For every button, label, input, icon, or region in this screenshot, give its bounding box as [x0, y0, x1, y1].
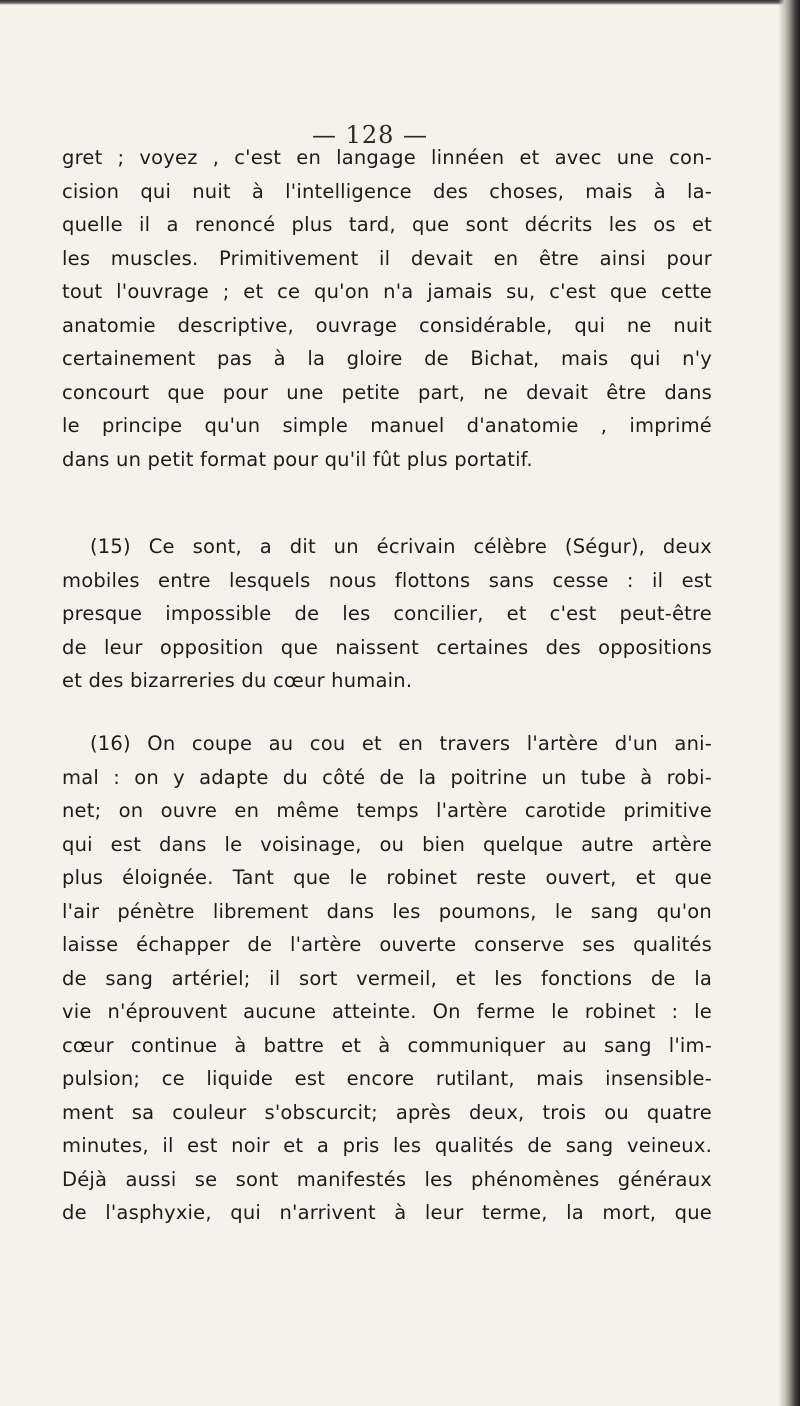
text-line: tout l'ouvrage ; et ce qu'on n'a jamais su, c'est que cette	[62, 280, 712, 303]
text-line: de leur opposition que naissent certaines des oppositions	[62, 635, 712, 659]
text-line: le principe qu'un simple manuel d'anatomie , imprimé	[62, 414, 712, 437]
text-line: et des bizarreries du cœur humain.	[62, 669, 413, 692]
text-line: (16) On coupe au cou et en travers l'artère d'un ani-	[90, 732, 712, 755]
text-line: mobiles entre lesquels nous flottons sans cesse : il est	[62, 568, 712, 592]
paragraph-continuation	[62, 141, 712, 476]
text-line: concourt que pour une petite part, ne devait être dans	[62, 380, 712, 404]
text-line: vie n'éprouvent aucune atteinte. On ferme le robinet : le	[62, 1000, 712, 1023]
text-line: net; on ouvre en même temps l'artère carotide primitive	[62, 799, 712, 822]
scan-edge-right	[778, 0, 800, 1406]
text-line: ment sa couleur s'obscurcit; après deux, trois ou quatre	[62, 1100, 712, 1124]
note-16	[62, 727, 712, 1230]
text-line: cœur continue à battre et à communiquer au sang l'im-	[62, 1033, 712, 1057]
text-line: certainement pas à la gloire de Bichat, mais qui n'y	[62, 347, 712, 370]
text-line: laisse échapper de l'artère ouverte conserve ses qualités	[62, 933, 712, 956]
text-line: mal : on y adapte du côté de la poitrine un tube à robi-	[62, 765, 712, 789]
scan-edge-top	[0, 0, 800, 5]
text-line: cision qui nuit à l'intelligence des choses, mais à la-	[62, 179, 712, 203]
text-line: les muscles. Primitivement il devait en être ainsi pour	[62, 246, 712, 270]
text-line: gret ; voyez , c'est en langage linnéen et avec une con-	[62, 146, 712, 169]
text-line: minutes, il est noir et a pris les qualités de sang veineux.	[62, 1134, 712, 1157]
text-line: l'air pénètre librement dans les poumons, le sang qu'on	[62, 899, 712, 923]
text-line: presque impossible de les concilier, et c'est peut-être	[62, 602, 712, 625]
text-line: plus éloignée. Tant que le robinet reste ouvert, et que	[62, 866, 712, 889]
text-line: qui est dans le voisinage, ou bien quelque autre artère	[62, 832, 712, 856]
text-line: Déjà aussi se sont manifestés les phénomènes généraux	[62, 1167, 712, 1191]
text-line: quelle il a renoncé plus tard, que sont décrits les os et	[62, 213, 712, 236]
text-line: anatomie descriptive, ouvrage considérable, qui ne nuit	[62, 313, 712, 337]
text-line: (15) Ce sont, a dit un écrivain célèbre (Ségur), deux	[90, 535, 712, 558]
page-number: — 128 —	[311, 121, 429, 149]
text-line: de l'asphyxie, qui n'arrivent à leur terme, la mort, que	[62, 1201, 712, 1224]
text-line: dans un petit format pour qu'il fût plus portatif.	[62, 447, 533, 471]
text-line: de sang artériel; il sort vermeil, et les fonctions de la	[62, 966, 712, 990]
text-line: pulsion; ce liquide est encore rutilant, mais insensible-	[62, 1067, 712, 1090]
note-15	[62, 530, 712, 698]
